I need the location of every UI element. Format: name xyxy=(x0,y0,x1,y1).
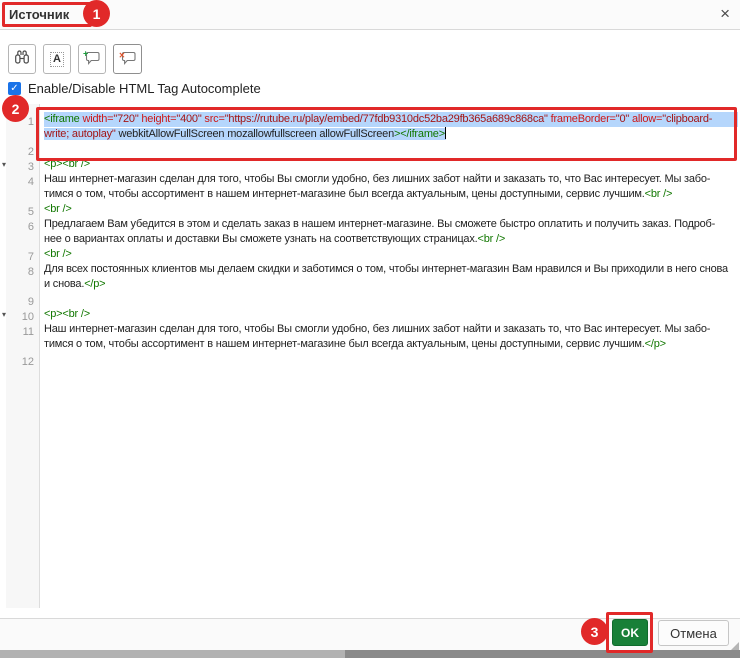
close-icon[interactable]: × xyxy=(720,4,730,23)
page-background-strip xyxy=(0,650,345,658)
line-number: 6 xyxy=(27,221,34,233)
gutter-row xyxy=(6,127,39,142)
code-row: <p><br /> xyxy=(44,158,90,170)
page-background-strip xyxy=(345,650,740,658)
fold-toggle-icon[interactable]: ▾ xyxy=(2,160,7,169)
add-hint-button[interactable] xyxy=(78,44,106,74)
code-row: Наш интернет-магазин сделан для того, чтобы Вы смогли удобно, без лишних забот найти и заказать то, что Вас интересует. Мы забо- xyxy=(44,323,711,335)
letter-a-selection-icon: A xyxy=(50,52,64,67)
gutter-row xyxy=(6,217,39,232)
line-number: 2 xyxy=(27,146,34,158)
svg-text:×: × xyxy=(118,50,125,61)
line-number: 7 xyxy=(27,251,34,263)
editor-gutter xyxy=(2,104,40,608)
svg-text:+: + xyxy=(83,48,89,58)
code-row: <br /> xyxy=(44,248,72,260)
code-row xyxy=(44,352,738,367)
annotation-badge-2: 2 xyxy=(2,95,29,122)
code-row: <iframe width="720" height="400" src="https://rutube.ru/play/embed/77fdb9310dc52ba29fb365a689c868ca" frameBorder="0" allow="clipboard- xyxy=(44,112,738,127)
annotation-badge-1: 1 xyxy=(83,0,110,27)
gutter-row xyxy=(6,262,39,277)
code-row: нее о вариантах оплаты и доставки Вы сможете узнать на соответствующих страницах.<br /> xyxy=(44,233,506,245)
gutter-row xyxy=(6,277,39,292)
code-row: Наш интернет-магазин сделан для того, чтобы Вы смогли удобно, без лишних забот найти и заказать то, что Вас интересует. Мы забо- xyxy=(44,173,711,185)
annotation-badge-3: 3 xyxy=(581,618,608,645)
code-row: тимся о том, чтобы ассортимент в нашем интернет-магазине был всегда актуальным, цены доступными, сервис лучшим.</p> xyxy=(44,338,666,350)
find-button[interactable] xyxy=(8,44,36,74)
find-replace-button[interactable] xyxy=(43,44,71,74)
line-number: 10 xyxy=(21,311,34,323)
code-row: Для всех постоянных клиентов мы делаем скидки и заботимся о том, чтобы интернет-магазин Вам нравился и Вы приходили в него снова xyxy=(44,263,728,275)
code-row: <br /> xyxy=(44,203,72,215)
line-number: 11 xyxy=(22,326,34,338)
line-number: 8 xyxy=(27,266,34,278)
gutter-row xyxy=(6,247,39,262)
gutter-row xyxy=(6,112,39,127)
code-row: и снова.</p> xyxy=(44,278,106,290)
gutter-row xyxy=(6,352,39,367)
line-number: 9 xyxy=(27,296,34,308)
gutter-row xyxy=(6,232,39,247)
code-row xyxy=(44,292,738,307)
line-number: 3 xyxy=(27,161,34,173)
line-number: 12 xyxy=(21,356,34,368)
cancel-button[interactable]: Отмена xyxy=(658,620,729,646)
dialog-titlebar xyxy=(0,0,740,30)
dialog-title: Источник xyxy=(9,7,70,22)
source-editor[interactable] xyxy=(0,104,740,608)
autocomplete-checkbox[interactable]: ✓ xyxy=(8,82,21,95)
autocomplete-label: Enable/Disable HTML Tag Autocomplete xyxy=(28,81,261,96)
editor-code[interactable] xyxy=(40,104,740,608)
bubble-plus-icon xyxy=(83,49,101,70)
bubble-remove-icon xyxy=(119,49,137,70)
gutter-row xyxy=(2,307,39,323)
gutter-row xyxy=(6,202,39,217)
code-row xyxy=(44,127,738,142)
gutter-row xyxy=(6,322,39,337)
code-row: тимся о том, чтобы ассортимент в нашем интернет-магазине был всегда актуальным, цены доступными, сервис лучшим.<br /> xyxy=(44,188,673,200)
gutter-row xyxy=(6,142,39,157)
code-row: Предлагаем Вам убедится в этом и сделать заказ в нашем интернет-магазине. Вы сможете быстро оплатить и получить заказ. Подроб- xyxy=(44,218,716,230)
code-row: <p><br /> xyxy=(44,308,90,320)
line-number: 1 xyxy=(27,116,34,128)
gutter-row xyxy=(6,187,39,202)
remove-hint-button[interactable] xyxy=(113,44,142,74)
code-row xyxy=(44,142,738,157)
line-number: 4 xyxy=(27,176,34,188)
ok-button[interactable]: OK xyxy=(612,619,648,646)
selection-highlight: write; autoplay" webkitAllowFullScreen mozallowfullscreen allowFullScreen></iframe> xyxy=(44,128,445,140)
binoculars-icon xyxy=(14,49,30,70)
fold-toggle-icon[interactable]: ▾ xyxy=(2,310,7,319)
gutter-row xyxy=(6,292,39,307)
text-cursor xyxy=(445,127,446,139)
gutter-row xyxy=(6,337,39,352)
gutter-row xyxy=(6,172,39,187)
gutter-row xyxy=(2,157,39,173)
line-number: 5 xyxy=(27,206,34,218)
